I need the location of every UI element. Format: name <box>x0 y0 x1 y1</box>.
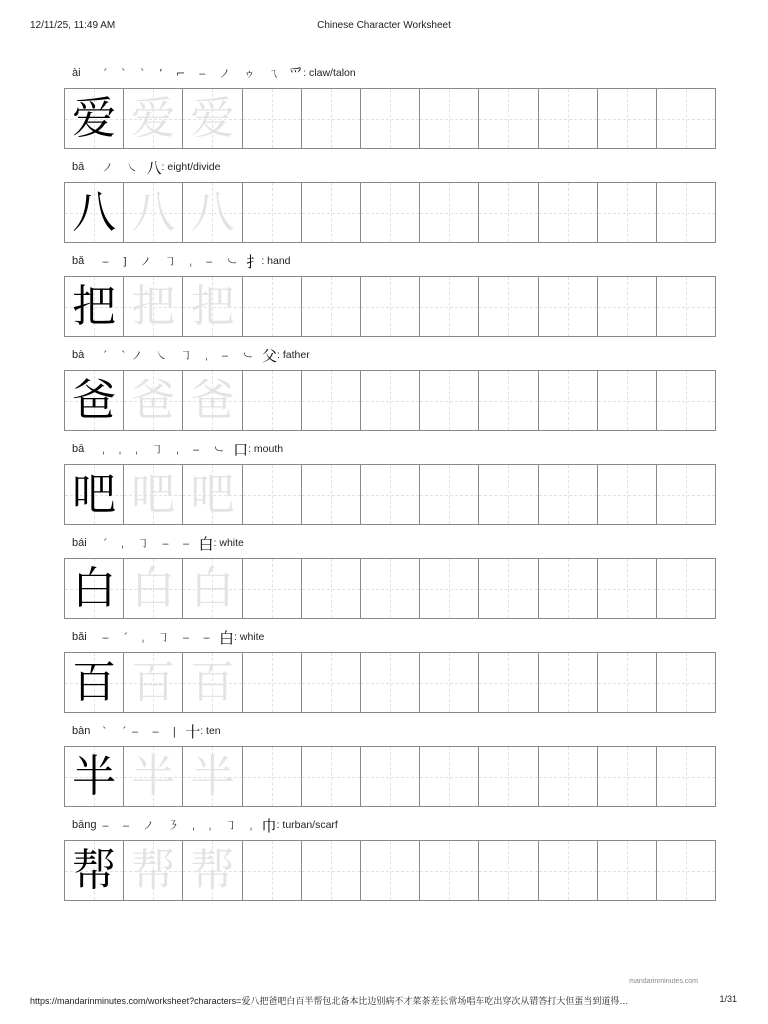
page-url[interactable]: https://mandarinminutes.com/worksheet?characters=爱八把爸吧白百半帮包北备本比边别病不才菜茶差长常场唱车吃出穿次从错答打大但蛋当到道得… <box>30 996 629 1006</box>
radical-meaning: : mouth <box>248 443 284 455</box>
trace-cell[interactable] <box>124 841 183 900</box>
practice-cell[interactable] <box>479 653 538 712</box>
trace-cell[interactable] <box>124 559 183 618</box>
trace-character: 帮 <box>190 844 235 896</box>
practice-cell[interactable] <box>657 653 715 712</box>
practice-cell[interactable] <box>420 747 479 806</box>
practice-grid <box>64 464 716 525</box>
practice-cell[interactable] <box>598 371 657 430</box>
practice-cell[interactable] <box>539 747 598 806</box>
trace-character: 半 <box>190 750 235 802</box>
trace-cell[interactable] <box>124 277 183 336</box>
stroke-order: ˊ ˋ ˋ ʼ ⌐ ‒ ノ ゥ ㄟ <box>102 67 285 80</box>
practice-cell[interactable] <box>479 747 538 806</box>
radical-meaning: : eight/divide <box>161 161 221 173</box>
model-character: 白 <box>72 562 117 614</box>
practice-cell[interactable] <box>420 183 479 242</box>
practice-cell[interactable] <box>243 653 302 712</box>
practice-cell[interactable] <box>657 559 715 618</box>
practice-cell[interactable] <box>302 465 361 524</box>
model-character: 吧 <box>72 468 117 520</box>
practice-cell[interactable] <box>539 559 598 618</box>
trace-character: 爸 <box>131 374 176 426</box>
trace-cell[interactable] <box>183 747 242 806</box>
trace-character: 帮 <box>131 844 176 896</box>
radical-meaning: : father <box>277 349 310 361</box>
trace-cell[interactable] <box>124 747 183 806</box>
model-character: 爱 <box>72 92 117 144</box>
practice-cell[interactable] <box>598 465 657 524</box>
practice-cell[interactable] <box>657 371 715 430</box>
trace-character: 百 <box>190 656 235 708</box>
radical-meaning: : hand <box>261 255 291 267</box>
trace-cell[interactable] <box>183 841 242 900</box>
model-cell[interactable] <box>65 183 124 242</box>
practice-cell[interactable] <box>479 371 538 430</box>
trace-cell[interactable] <box>183 183 242 242</box>
radical-meaning: : claw/talon <box>303 67 356 79</box>
radical-character: 爫 <box>288 64 304 83</box>
practice-cell[interactable] <box>598 89 657 148</box>
practice-cell[interactable] <box>479 559 538 618</box>
model-character: 帮 <box>72 844 117 896</box>
pinyin-label: bā <box>72 443 85 455</box>
model-character: 爸 <box>72 374 117 426</box>
practice-cell[interactable] <box>361 747 420 806</box>
trace-cell[interactable] <box>124 183 183 242</box>
practice-cell[interactable] <box>598 747 657 806</box>
practice-cell[interactable] <box>420 559 479 618</box>
practice-cell[interactable] <box>539 653 598 712</box>
practice-cell[interactable] <box>539 371 598 430</box>
model-cell[interactable] <box>65 277 124 336</box>
radical-meaning: : white <box>213 537 244 549</box>
entry-info-line <box>72 533 712 553</box>
entry-info-line <box>72 345 712 365</box>
practice-cell[interactable] <box>302 89 361 148</box>
model-cell[interactable] <box>65 747 124 806</box>
practice-cell[interactable] <box>243 277 302 336</box>
practice-cell[interactable] <box>243 465 302 524</box>
page-number: 1/31 <box>719 994 737 1004</box>
pinyin-label: bā <box>72 161 85 173</box>
practice-cell[interactable] <box>243 747 302 806</box>
radical-character: 口 <box>233 440 249 459</box>
practice-cell[interactable] <box>598 277 657 336</box>
radical-meaning: : white <box>234 631 265 643</box>
radical-character: 扌 <box>246 252 262 271</box>
radical-character: 父 <box>262 346 278 365</box>
trace-character: 把 <box>190 280 235 332</box>
pinyin-label: ài <box>72 67 81 79</box>
trace-character: 半 <box>131 750 176 802</box>
entry-info-line <box>72 439 712 459</box>
trace-character: 爸 <box>190 374 235 426</box>
practice-cell[interactable] <box>361 653 420 712</box>
trace-character: 八 <box>190 186 235 238</box>
practice-cell[interactable] <box>243 371 302 430</box>
pinyin-label: bǎi <box>72 631 87 643</box>
practice-cell[interactable] <box>361 371 420 430</box>
trace-character: 白 <box>131 562 176 614</box>
practice-cell[interactable] <box>420 89 479 148</box>
practice-grid <box>64 276 716 337</box>
practice-cell[interactable] <box>598 559 657 618</box>
trace-cell[interactable] <box>124 653 183 712</box>
practice-cell[interactable] <box>657 747 715 806</box>
model-cell[interactable] <box>65 841 124 900</box>
practice-cell[interactable] <box>361 89 420 148</box>
trace-character: 八 <box>131 186 176 238</box>
entry-info-line <box>72 721 712 741</box>
practice-cell[interactable] <box>657 183 715 242</box>
model-character: 百 <box>72 656 117 708</box>
entry-info-line <box>72 627 712 647</box>
practice-cell[interactable] <box>302 653 361 712</box>
trace-character: 吧 <box>131 468 176 520</box>
entry-info-line <box>72 815 712 835</box>
trace-cell[interactable] <box>124 465 183 524</box>
trace-cell[interactable] <box>124 89 183 148</box>
practice-grid <box>64 370 716 431</box>
entry-info-line <box>72 157 712 177</box>
radical-meaning: : ten <box>200 725 221 737</box>
trace-character: 爱 <box>131 92 176 144</box>
radical-character: 巾 <box>261 816 277 835</box>
pinyin-label: bǎ <box>72 255 85 267</box>
practice-cell[interactable] <box>539 465 598 524</box>
model-cell[interactable] <box>65 653 124 712</box>
radical-character: 白 <box>198 534 214 553</box>
practice-cell[interactable] <box>420 841 479 900</box>
practice-cell[interactable] <box>420 465 479 524</box>
stroke-order: ˊ ˌ ㇆ ‒ ‒ <box>102 537 195 550</box>
radical-meaning: : turban/scarf <box>276 819 338 831</box>
practice-cell[interactable] <box>479 183 538 242</box>
practice-grid <box>64 746 716 807</box>
practice-cell[interactable] <box>479 841 538 900</box>
practice-cell[interactable] <box>302 371 361 430</box>
trace-cell[interactable] <box>183 89 242 148</box>
trace-character: 百 <box>131 656 176 708</box>
practice-cell[interactable] <box>243 89 302 148</box>
practice-cell[interactable] <box>361 465 420 524</box>
practice-cell[interactable] <box>302 183 361 242</box>
practice-cell[interactable] <box>361 559 420 618</box>
practice-cell[interactable] <box>539 183 598 242</box>
trace-character: 吧 <box>190 468 235 520</box>
model-cell[interactable] <box>65 89 124 148</box>
practice-cell[interactable] <box>243 559 302 618</box>
practice-cell[interactable] <box>420 371 479 430</box>
practice-cell[interactable] <box>598 653 657 712</box>
practice-cell[interactable] <box>361 841 420 900</box>
model-character: 把 <box>72 280 117 332</box>
practice-cell[interactable] <box>479 89 538 148</box>
practice-cell[interactable] <box>302 559 361 618</box>
print-datetime: 12/11/25, 11:49 AM <box>30 20 116 31</box>
radical-character: 八 <box>146 158 162 177</box>
model-cell[interactable] <box>65 465 124 524</box>
model-character: 八 <box>72 186 117 238</box>
practice-cell[interactable] <box>361 183 420 242</box>
trace-cell[interactable] <box>124 371 183 430</box>
trace-cell[interactable] <box>183 559 242 618</box>
practice-cell[interactable] <box>657 277 715 336</box>
practice-grid <box>64 182 716 243</box>
radical-character: 白 <box>219 628 235 647</box>
practice-grid <box>64 558 716 619</box>
practice-cell[interactable] <box>479 277 538 336</box>
pinyin-label: bái <box>72 537 87 549</box>
practice-cell[interactable] <box>361 277 420 336</box>
pinyin-label: bāng <box>72 819 97 831</box>
trace-character: 把 <box>131 280 176 332</box>
practice-cell[interactable] <box>243 183 302 242</box>
practice-cell[interactable] <box>479 465 538 524</box>
trace-cell[interactable] <box>183 371 242 430</box>
practice-cell[interactable] <box>539 89 598 148</box>
trace-cell[interactable] <box>183 653 242 712</box>
practice-cell[interactable] <box>598 841 657 900</box>
stroke-order: ‒ ˊ ˌ ㇆ ‒ ‒ <box>102 631 216 644</box>
practice-cell[interactable] <box>657 841 715 900</box>
practice-grid <box>64 88 716 149</box>
practice-cell[interactable] <box>243 841 302 900</box>
practice-grid <box>64 652 716 713</box>
stroke-order: ˊ ˋノ ㇏ ㇆ ˌ ‒ ㇃ <box>102 349 259 362</box>
site-name: mandarinminutes.com <box>629 978 698 985</box>
stroke-order: ‒ ‒ ノ ㇋ ˌ ˌ ㇆ ˌ <box>102 819 258 832</box>
practice-cell[interactable] <box>302 841 361 900</box>
stroke-order: ‒ ] ノ ㇆ ˌ ‒ ㇃ <box>102 255 243 268</box>
practice-cell[interactable] <box>420 653 479 712</box>
radical-character: 十 <box>185 722 201 741</box>
entry-info-line <box>72 63 712 83</box>
trace-cell[interactable] <box>183 277 242 336</box>
stroke-order: ノ ㇏ <box>102 161 143 174</box>
pinyin-label: bà <box>72 349 85 361</box>
page-title: Chinese Character Worksheet <box>317 20 451 31</box>
practice-cell[interactable] <box>657 465 715 524</box>
model-character: 半 <box>72 750 117 802</box>
trace-character: 白 <box>190 562 235 614</box>
practice-cell[interactable] <box>539 277 598 336</box>
entry-info-line <box>72 251 712 271</box>
model-cell[interactable] <box>65 371 124 430</box>
practice-cell[interactable] <box>539 841 598 900</box>
model-cell[interactable] <box>65 559 124 618</box>
practice-cell[interactable] <box>420 277 479 336</box>
practice-grid <box>64 840 716 901</box>
trace-cell[interactable] <box>183 465 242 524</box>
stroke-order: ˌ ˌ ˌ ㇆ ˌ ‒ ㇃ <box>102 443 230 456</box>
practice-cell[interactable] <box>657 89 715 148</box>
practice-cell[interactable] <box>302 277 361 336</box>
practice-cell[interactable] <box>302 747 361 806</box>
pinyin-label: bàn <box>72 725 91 737</box>
stroke-order: ˋ ˊ‒ ‒ | <box>102 724 182 738</box>
practice-cell[interactable] <box>598 183 657 242</box>
trace-character: 爱 <box>190 92 235 144</box>
